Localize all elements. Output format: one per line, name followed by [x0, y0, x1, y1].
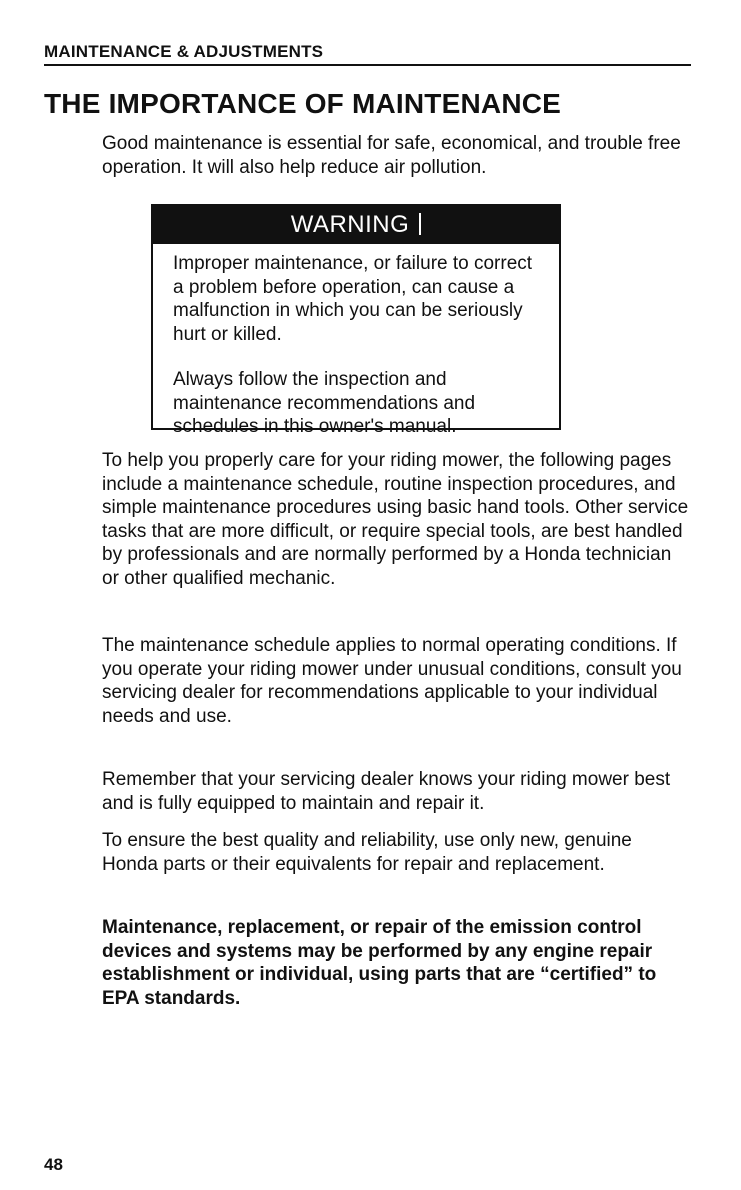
- body-paragraph-4: To ensure the best quality and reliability, use only new, genuine Honda parts or their equivalents for repair and replacement.: [102, 830, 632, 875]
- page-title: THE IMPORTANCE OF MAINTENANCE: [44, 88, 562, 119]
- warning-box: [151, 204, 561, 437]
- body-paragraph-3: Remember that your servicing dealer knows your riding mower best and is fully equipped to maintain and repair it.: [102, 769, 671, 814]
- warning-paragraph-2: Always follow the inspection and maintenance recommendations and schedules in this owner's manual.: [173, 369, 476, 437]
- warning-paragraph-1: Improper maintenance, or failure to correct a problem before operation, can cause a malfunction in which you can be seriously hurt or killed.: [173, 253, 533, 345]
- body-paragraph-1: To help you properly care for your riding mower, the following pages include a maintenance schedule, routine inspection procedures, and simple maintenance procedures using basic hand tools. Other service tasks that are more difficult, or require special tools, are best handled by professionals and are normally performed by a Honda technician or other qualified mechanic.: [102, 450, 689, 589]
- section-header: MAINTENANCE & ADJUSTMENTS: [44, 42, 691, 66]
- intro-paragraph: Good maintenance is essential for safe, economical, and trouble free operation. It will also help reduce air pollution.: [102, 133, 681, 178]
- warning-header: [153, 206, 559, 244]
- warning-bar-mark: [419, 213, 421, 235]
- emission-notice: Maintenance, replacement, or repair of the emission control devices and systems may be performed by any engine repair establishment or individual, using parts that are “certified” to EPA standards.: [102, 917, 657, 1009]
- warning-label: WARNING: [290, 211, 410, 238]
- body-paragraph-2: The maintenance schedule applies to normal operating conditions. If you operate your riding mower under unusual conditions, consult you servicing dealer for recommendations applicable to your individual needs and use.: [102, 635, 682, 727]
- page-number: 48: [44, 1155, 63, 1174]
